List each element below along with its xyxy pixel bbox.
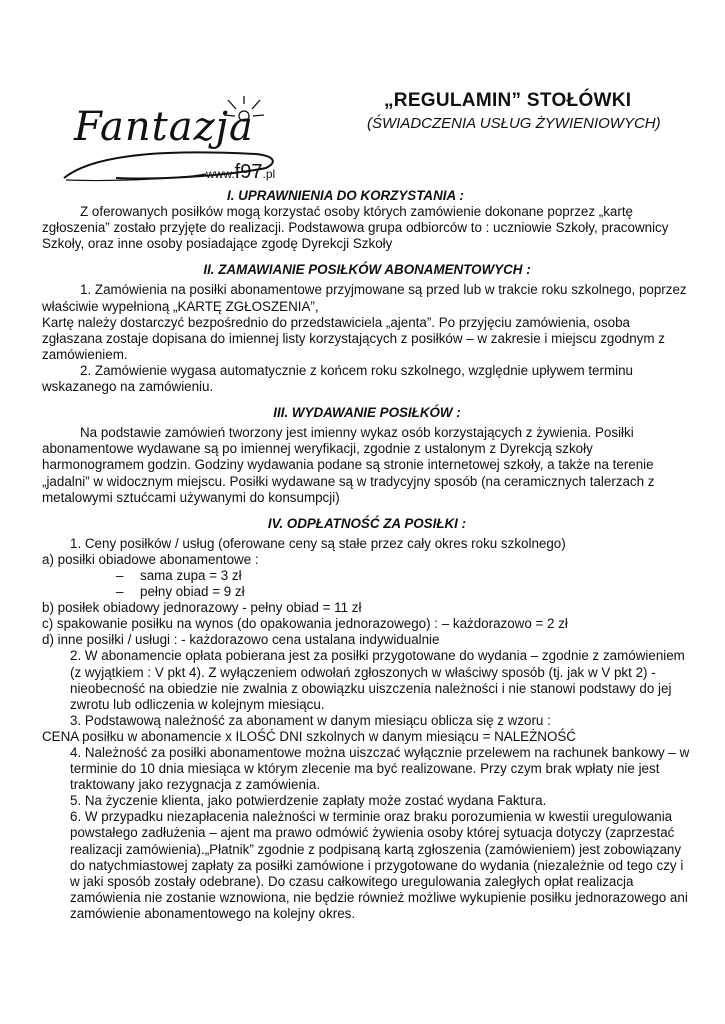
price-item-c: c) spakowanie posiłku na wynos (do opakowania jednorazowego) : – każdorazowo = 2 zł — [42, 616, 568, 632]
section-3-paragraph: Na podstawie zamówień tworzony jest imienny wykaz osób korzystających z żywienia. Posiłki abonamentowe wydawane są po imiennej weryfikacji, zgodnie z ustalonym z Dyrekcją szkoły harmonogramem godzin. Godziny wydawania podane są stronie internetowej szkoły, a także na terenie „jadalni” w widocznym miejscu. Posiłki wydawane są w tradycyjny sposób (na ceramicznych talerzach z metalowymi sztućcami używanymi do konsumpcji) — [42, 425, 655, 505]
document-subtitle: (ŚWIADCZENIA USŁUG ŻYWIENIOWYCH) — [367, 115, 661, 132]
price-dash-item: – sama zupa = 3 zł — [116, 567, 242, 583]
section-4-point-2: 2. W abonamencie opłata pobierana jest za posiłki przygotowane do wydania – zgodnie z zamówieniem (z wyjątkiem : V pkt 4). Z wyłączeniem odwołań zgłoszonych w właściwy sposób (tj. jak w V pkt 2) - nieobecność na obiedzie nie zwalnia z obowiązku uiszczenia należności i nie stanowi podstawy do jej zwrotu lub odliczenia w kolejnym miesiącu. — [70, 648, 685, 712]
section-3-heading: III. WYDAWANIE POSIŁKÓW : — [273, 405, 461, 421]
logo-url: www.f97.pl — [206, 161, 276, 183]
section-2-heading: II. ZAMAWIANIE POSIŁKÓW ABONAMENTOWYCH : — [203, 262, 531, 278]
fantazja-logo — [56, 82, 286, 192]
section-4-point-4: 4. Należność za posiłki abonamentowe można uiszczać wyłącznie przelewem na rachunek bankowy – w terminie do 10 dnia miesiąca w którym zlecenie ma być realizowane. Przy czym brak wpłaty nie jest traktowany jako rezygnacja z zamówienia. — [70, 745, 690, 793]
price-item-a: a) posiłki obiadowe abonamentowe : — [42, 551, 259, 567]
section-4-heading: IV. ODPŁATNOŚĆ ZA POSIŁKI : — [267, 515, 467, 531]
section-1-paragraph: Z oferowanych posiłków mogą korzystać osoby których zamówienie dokonane poprzez „kartę zgłoszenia” zostało przyjęte do realizacji. Podstawowa grupa odbiorców to : uczniowie Szkoły, pracownicy Szkoły, oraz inne osoby posiadające zgodę Dyrekcji Szkoły — [42, 204, 669, 252]
section-4-point-3: 3. Podstawową należność za abonament w danym miesiącu oblicza się z wzoru : — [70, 712, 551, 728]
section-4-point-6: 6. W przypadku niezapłacenia należności w terminie oraz braku porozumienia w kwestii uregulowania powstałego zadłużenia – ajent ma prawo odmówić żywienia osoby której sytuacja dotyczy (zaprzestać realizacji zamówienia).„Płatnik” zgodnie z podpisaną kartą zgłoszenia (zamówieniem) jest zobowiązany do natychmiastowej zapłaty za posiłki zamówione i przygotowane do wydania (niezależnie od tego czy i w jaki sposób zostały odebrane). Do czasu całkowitego uregulowania zaległych opłat realizacja zamówienia nie zostanie wznowiona, nie będzie również możliwe wykupienie posiłku jednorazowego ani zamówienie abonamentowego na kolejny okres. — [70, 809, 688, 921]
document-body — [42, 188, 692, 922]
section-4-point-5: 5. Na życzenie klienta, jako potwierdzenie zapłaty może zostać wydana Faktura. — [70, 793, 547, 809]
price-dash-item: – pełny obiad = 9 zł — [116, 584, 245, 600]
section-4-point-1: 1. Ceny posiłków / usług (oferowane ceny są stałe przez cały okres roku szkolnego) — [70, 535, 566, 551]
document-title: „REGULAMIN” STOŁÓWKI — [384, 90, 632, 111]
price-item-d: d) inne posiłki / usługi : - każdorazowo cena ustalana indywidualnie — [42, 632, 440, 648]
section-2-paragraph: Kartę należy dostarczyć bezpośrednio do przedstawiciela „ajenta”. Po przyjęciu zamówienia, osoba zgłaszana zostaje dopisana do imiennej listy korzystających z posiłków – w zakresie i miejscu zgodnym z zamówieniem. — [42, 314, 665, 362]
section-2-point-1: 1. Zamówienia na posiłki abonamentowe przyjmowane są przed lub w trakcie roku szkolnego, poprzez właściwie wypełnioną „KARTĘ ZGŁOSZENIA”, — [42, 282, 687, 314]
section-1-heading: I. UPRAWNIENIA DO KORZYSTANIA : — [227, 188, 464, 203]
section-4-formula: CENA posiłku w abonamencie x ILOŚĆ DNI szkolnych w danym miesiącu = NALEŻNOŚĆ — [42, 728, 576, 744]
logo-wordmark: Fantazja — [74, 104, 254, 150]
section-2-point-2: 2. Zamówienie wygasa automatycznie z końcem roku szkolnego, względnie upływem terminu wskazanego na zamówieniu. — [42, 362, 633, 395]
price-item-b: b) posiłek obiadowy jednorazowy - pełny obiad = 11 zł — [42, 600, 362, 616]
